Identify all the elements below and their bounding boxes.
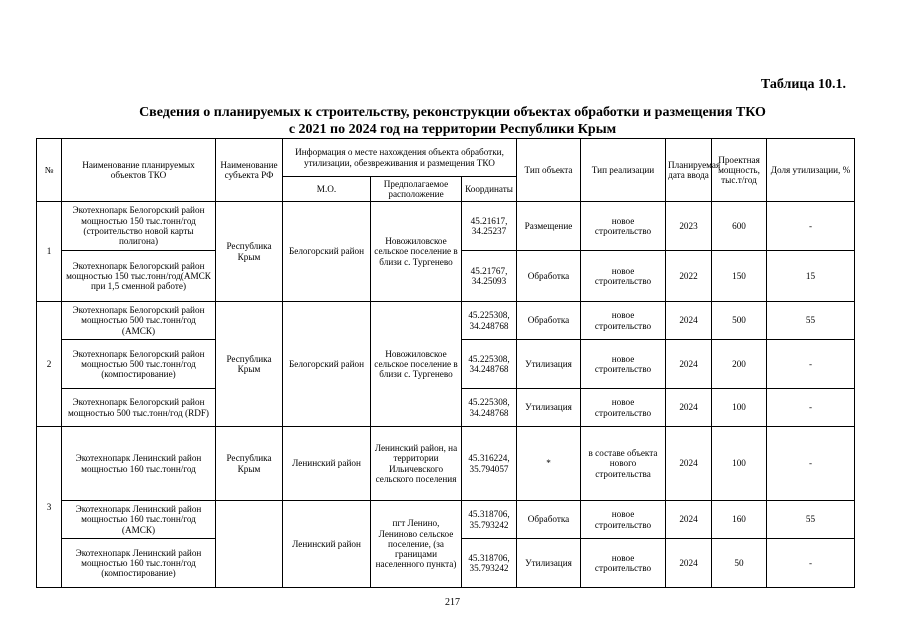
realization-type: новое строительство — [581, 389, 666, 427]
title-line-1: Сведения о планируемых к строительству, реконструкции объектах обработки и размещения ТКО — [139, 105, 766, 120]
coordinates: 45.21617, 34.25237 — [462, 202, 517, 251]
coordinates: 45.21767, 34.25093 — [462, 251, 517, 302]
header-object-type: Тип объекта — [517, 139, 581, 202]
proposed-location: пгт Ленино, Лениново сельское поселение, (за границами населенного пункта) — [371, 501, 462, 588]
coordinates: 45.318706, 35.793242 — [462, 501, 517, 539]
planned-date: 2024 — [666, 427, 712, 501]
utilization-share: - — [767, 340, 855, 389]
object-type: * — [517, 427, 581, 501]
municipality: Белогорский район — [283, 202, 371, 302]
realization-type: в составе объекта нового строительства — [581, 427, 666, 501]
object-name: Экотехнопарк Белогорский район мощностью 500 тыс.тонн/год (АМСК) — [62, 302, 216, 340]
utilization-share: 55 — [767, 501, 855, 539]
proposed-location: Ленинский район, на территории Ильичевского сельского поселения — [371, 427, 462, 501]
header-num: № — [37, 139, 62, 202]
planned-date: 2024 — [666, 501, 712, 539]
header-subject: Наименование субъекта РФ — [216, 139, 283, 202]
object-name: Экотехнопарк Белогорский район мощностью 500 тыс.тонн/год (RDF) — [62, 389, 216, 427]
planned-date: 2024 — [666, 389, 712, 427]
object-type: Утилизация — [517, 340, 581, 389]
utilization-share: 55 — [767, 302, 855, 340]
planned-date: 2024 — [666, 340, 712, 389]
table-row — [37, 501, 855, 539]
realization-type: новое строительство — [581, 251, 666, 302]
object-name: Экотехнопарк Белогорский район мощностью 150 тыс.тонн/год (строительство новой карты полигона) — [62, 202, 216, 251]
object-name: Экотехнопарк Белогорский район мощностью 500 тыс.тонн/год (компостирование) — [62, 340, 216, 389]
object-type: Утилизация — [517, 389, 581, 427]
utilization-share: - — [767, 202, 855, 251]
realization-type: новое строительство — [581, 202, 666, 251]
subject-name-empty — [216, 501, 283, 588]
coordinates: 45.225308, 34.248768 — [462, 302, 517, 340]
object-name: Экотехнопарк Ленинский район мощностью 160 тыс.тонн/год (АМСК) — [62, 501, 216, 539]
object-type: Обработка — [517, 251, 581, 302]
realization-type: новое строительство — [581, 302, 666, 340]
planned-date: 2024 — [666, 539, 712, 588]
page-number: 217 — [445, 597, 460, 608]
proposed-location: Новожиловское сельское поселение в близи с. Тургенево — [371, 302, 462, 427]
object-type: Обработка — [517, 302, 581, 340]
header-mo: М.О. — [283, 177, 371, 202]
header-coordinates: Координаты — [462, 177, 517, 202]
coordinates: 45.318706, 35.793242 — [462, 539, 517, 588]
realization-type: новое строительство — [581, 539, 666, 588]
capacity: 160 — [712, 501, 767, 539]
municipality: Ленинский район — [283, 501, 371, 588]
municipality: Ленинский район — [283, 427, 371, 501]
realization-type: новое строительство — [581, 340, 666, 389]
table-number: Таблица 10.1. — [760, 77, 846, 92]
facilities-table — [36, 138, 855, 588]
capacity: 50 — [712, 539, 767, 588]
planned-date: 2022 — [666, 251, 712, 302]
subject-name: Республика Крым — [216, 202, 283, 302]
capacity: 100 — [712, 389, 767, 427]
row-number: 2 — [37, 302, 62, 427]
proposed-location: Новожиловское сельское поселение в близи с. Тургенево — [371, 202, 462, 302]
header-capacity: Проектная мощность, тыс.т/год — [712, 139, 767, 202]
object-type: Утилизация — [517, 539, 581, 588]
planned-date: 2024 — [666, 302, 712, 340]
header-realization: Тип реализации — [581, 139, 666, 202]
object-name: Экотехнопарк Ленинский район мощностью 160 тыс.тонн/год — [62, 427, 216, 501]
coordinates: 45.225308, 34.248768 — [462, 340, 517, 389]
object-name: Экотехнопарк Белогорский район мощностью 150 тыс.тонн/год(АМСК при 1,5 сменной работе) — [62, 251, 216, 302]
row-number: 1 — [37, 202, 62, 302]
header-proposed-location: Предполагаемое расположение — [371, 177, 462, 202]
header-location-info: Информация о месте нахождения объекта обработки, утилизации, обезвреживания и размещения ТКО — [283, 139, 517, 177]
coordinates: 45.316224, 35.794057 — [462, 427, 517, 501]
utilization-share: - — [767, 389, 855, 427]
capacity: 500 — [712, 302, 767, 340]
capacity: 150 — [712, 251, 767, 302]
table-title — [0, 104, 905, 138]
capacity: 600 — [712, 202, 767, 251]
planned-date: 2023 — [666, 202, 712, 251]
capacity: 200 — [712, 340, 767, 389]
utilization-share: 15 — [767, 251, 855, 302]
row-number: 3 — [37, 427, 62, 588]
object-type: Обработка — [517, 501, 581, 539]
table-row — [37, 302, 855, 340]
capacity: 100 — [712, 427, 767, 501]
object-type: Размещение — [517, 202, 581, 251]
utilization-share: - — [767, 427, 855, 501]
table-row — [37, 427, 855, 501]
title-line-2: с 2021 по 2024 год на территории Республики Крым — [288, 122, 617, 137]
municipality: Белогорский район — [283, 302, 371, 427]
table-row — [37, 202, 855, 251]
header-name: Наименование планируемых объектов ТКО — [62, 139, 216, 202]
header-row — [37, 139, 855, 177]
utilization-share: - — [767, 539, 855, 588]
subject-name: Республика Крым — [216, 302, 283, 427]
coordinates: 45.225308, 34.248768 — [462, 389, 517, 427]
realization-type: новое строительство — [581, 501, 666, 539]
object-name: Экотехнопарк Ленинский район мощностью 160 тыс.тонн/год (компостирование) — [62, 539, 216, 588]
header-date: Планируемая дата ввода — [666, 139, 712, 202]
subject-name: Республика Крым — [216, 427, 283, 501]
header-share: Доля утилизации, % — [767, 139, 855, 202]
